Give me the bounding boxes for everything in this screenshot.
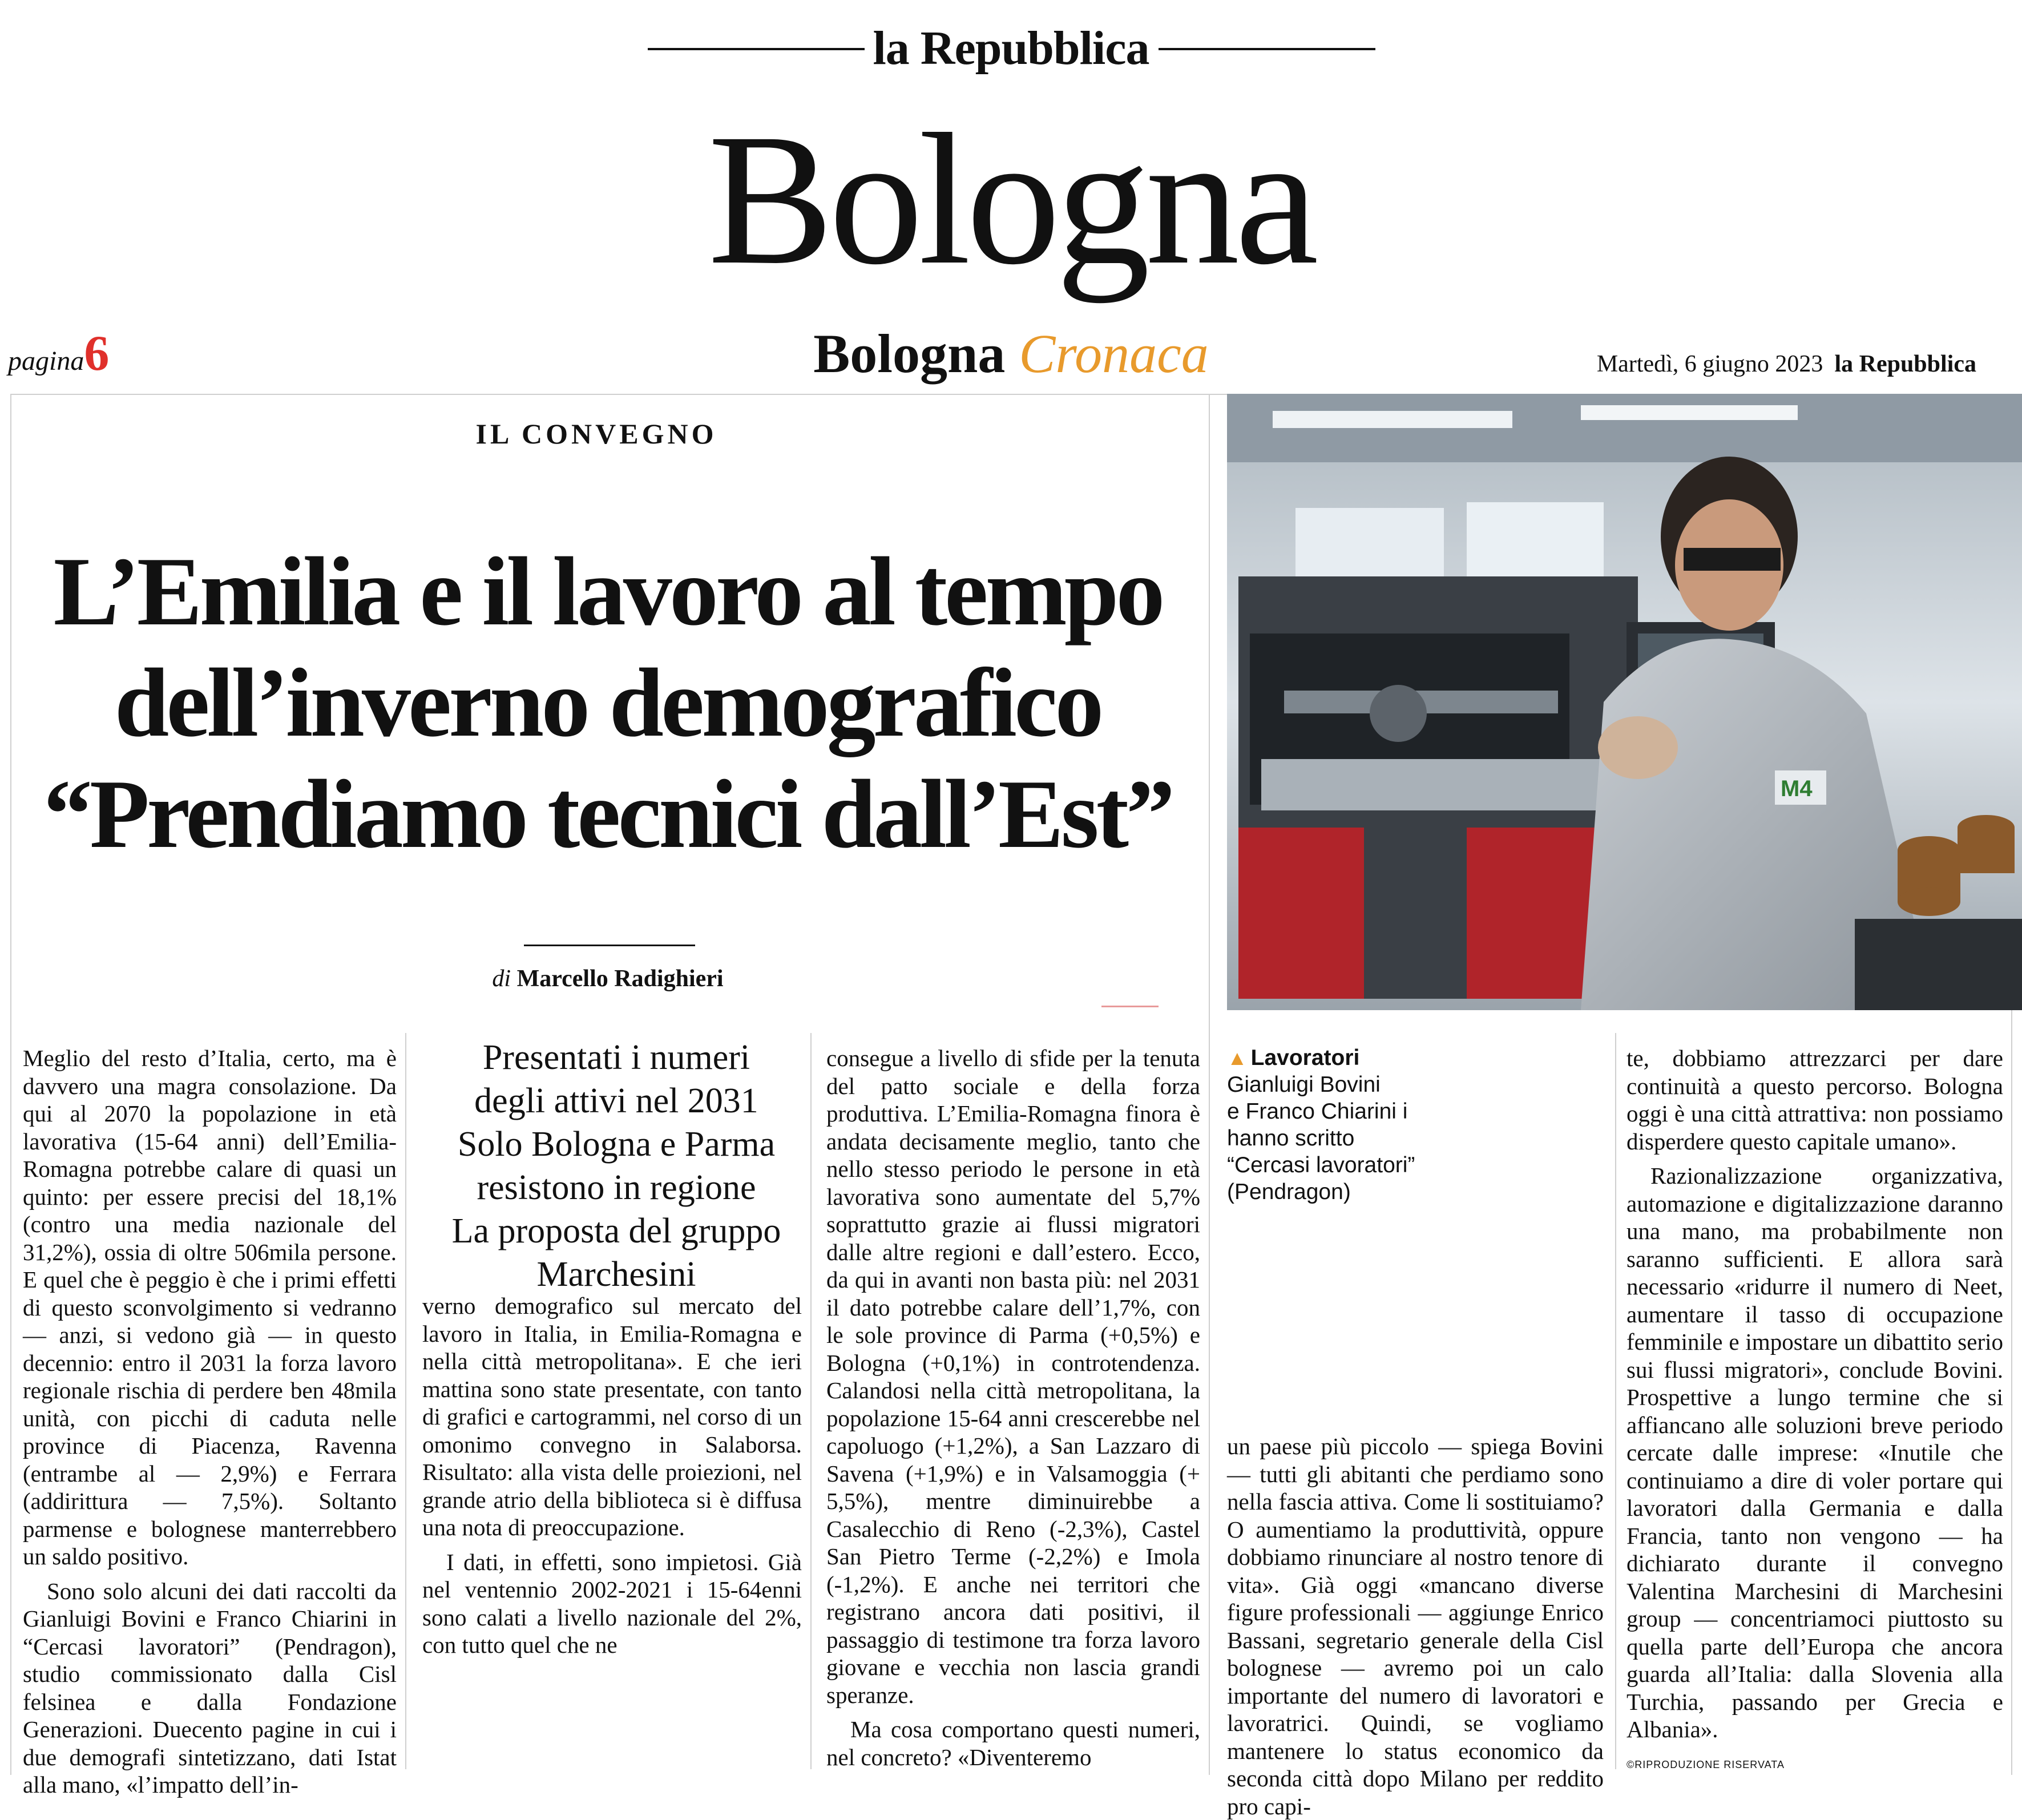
decorative-mark <box>1101 1006 1159 1007</box>
body-paragraph: verno demografico sul mercato del lavoro in Italia, in Emilia-Romagna e nella città metropolitana». E che ieri mattina sono state presentate, con tanto di grafici e cartogrammi, nel corso di un omonimo convegno in Salaborsa. Risultato: alla vista delle proiezioni, nel grande atrio della biblioteca si è diffusa una nota di preoccupazione. <box>422 1293 802 1540</box>
body-paragraph: Ma cosa comportano questi numeri, nel concreto? «Diventeremo <box>826 1716 1200 1770</box>
caption-line: Gianluigi Bovini <box>1227 1072 1381 1097</box>
article-deck <box>417 1036 816 1296</box>
body-paragraph: consegue a livello di sfide per la tenuta del patto sociale e della forza produttiva. L’Emilia-Romagna finora è andata decisamente meglio, tanto che nello stesso periodo le persone in età lavorativa sono aumentate del 5,7% soprattutto grazie ai flussi migratori dalle altre regioni e dall’estero. Ecco, da qui in avanti non basta più: nel 2031 il dato potrebbe calare dell’1,7%, con le sole province di Parma (+0,5%) e Bologna (+0,1%) in controtendenza. Calandosi nella città metropolitana, la popolazione 15-64 anni crescerebbe nel capoluogo (+1,2%), a San Lazzaro di Savena (+1,9%) e in Valsamoggia (+ 5,5%), mentre diminuirebbe a Casalecchio di Reno (-2,3%), Castel San Pietro Terme (-2,2%) e Imola (-1,2%). E anche nei territori che registrano ancora dati positivi, il passaggio di testimone tra forza lavoro giovane e vecchia non lascia grandi speranze. <box>826 1045 1200 1708</box>
headline-line: L’Emilia e il lavoro al tempo <box>53 538 1163 646</box>
body-paragraph: Meglio del resto d’Italia, certo, ma è davvero una magra consolazione. Da qui al 2070 la popolazione in età lavorativa (15-64 anni) dell’Emilia-Romagna potrebbe calare di quasi un quinto: per essere precisi del 18,1% (contro una media nazionale del 31,2%), ossia di oltre 506mila persone. E quel che è peggio è che i primi effetti di questo sconvolgimento si vedranno — anzi, si vedono già — in questo decennio: entro il 2031 la forza lavoro regionale rischia di perdere ben 48mila unità, con picchi di caduta nelle province di Piacenza, Ravenna (entrambe al — 2,9%) e Ferrara (addirittura — 7,5%). Soltanto parmense e bolognese manterrebbero un saldo positivo. <box>23 1045 397 1569</box>
deck-line: Marchesini <box>536 1255 696 1294</box>
body-column-4 <box>1227 1432 1604 1820</box>
body-column-2 <box>422 1292 802 1659</box>
deck-line: resistono in regione <box>477 1168 756 1207</box>
body-paragraph: un paese più piccolo — spiega Bovini — tutti gli abitanti che perdiamo sono nella fascia attiva. Come li sostituiamo? O aumentiamo la produttività, oppure dobbiamo rinunciare al nostro tenore di vita». Già oggi «mancano diverse figure professionali — aggiunge Enrico Bassani, segretario generale della Cisl bolognese — avremo poi un calo importante del numero di lavoratori e lavoratrici. Quindi, se vogliamo mantenere lo status economico da seconda città dopo Milano per reddito pro capi- <box>1227 1433 1604 1819</box>
photo-badge: M4 <box>1781 776 1813 801</box>
deck-line: degli attivi nel 2031 <box>474 1081 758 1120</box>
headline-line: “Prendiamo tecnici dall’Est” <box>43 760 1172 869</box>
article-headline <box>23 536 1193 870</box>
column-divider <box>10 394 11 1775</box>
dateline <box>1597 341 1976 387</box>
copyright-notice: ©RIPRODUZIONE RISERVATA <box>1627 1759 1785 1770</box>
body-column-3 <box>826 1044 1200 1771</box>
section-sub: Cronaca <box>1019 323 1209 384</box>
edition-city-title: Bologna <box>708 95 1314 304</box>
section-main: Bologna <box>813 323 1006 384</box>
body-column-5 <box>1627 1044 2003 1744</box>
byline <box>0 959 1216 999</box>
column-divider <box>1209 394 1210 1775</box>
caption-line: (Pendragon) <box>1227 1180 1351 1204</box>
photo-caption <box>1227 1044 1467 1205</box>
deck-line: Presentati i numeri <box>482 1038 750 1077</box>
caption-line: “Cercasi lavoratori” <box>1227 1153 1415 1177</box>
brand-small: la Repubblica <box>1834 351 1976 377</box>
body-column-1 <box>23 1044 397 1799</box>
deck-line: Solo Bologna e Parma <box>457 1125 776 1164</box>
triangle-icon: ▲ <box>1227 1046 1248 1070</box>
body-paragraph: te, dobbiamo attrezzarci per dare continuità a questo percorso. Bologna oggi è una città attrattiva: non possiamo disperdere questo capitale umano». <box>1627 1045 2003 1155</box>
byline-rule <box>524 945 695 946</box>
article-photo <box>1227 394 2022 1010</box>
headline-line: dell’inverno demografico <box>114 649 1101 757</box>
page-label: pagina <box>8 346 84 376</box>
column-divider <box>1615 1033 1616 1769</box>
photo-illustration <box>1227 394 2022 1010</box>
byline-author: Marcello Radighieri <box>516 966 724 992</box>
caption-title: Lavoratori <box>1250 1046 1360 1070</box>
body-paragraph: I dati, in effetti, sono impietosi. Già nel ventennio 2002-2021 i 15-64enni sono calati a livello nazionale del 2%, con tutto quel che ne <box>422 1548 802 1658</box>
byline-prefix: di <box>492 966 511 992</box>
deck-line: La proposta del gruppo <box>451 1212 781 1250</box>
body-paragraph: Razionalizzazione organizzativa, automazione e digitalizzazione daranno una mano, ma probabilmente non saranno sufficienti. E allora sarà necessario «ridurre il numero di Neet, aumentare il tasso di occupazione femminile e impostare un dibattito serio sui flussi migratori», conclude Bovini. Prospettive a lungo termine che si affiancano alle soluzioni breve periodo cercate dalle imprese: «Inutile che continuiamo a dire di voler portare qui lavoratori dalla Germania e dalla Francia, tanto non vengono — ha dichiarato durante il convegno Valentina Marchesini di Marchesini group — concentriamoci piuttosto su quella parte dell’Europa che ancora guarda all’Italia: dalla Slovenia alla Turchia, passando per Grecia e Albania». <box>1627 1163 2003 1742</box>
body-paragraph: Sono solo alcuni dei dati raccolti da Gianluigi Bovini e Franco Chiarini in “Cercasi lavoratori” (Pendragon), studio commissionato dalla Cisl felsinea e dalla Fondazione Generazioni. Duecento pagine in cui i due demografi sintetizzano, dati Istat alla mano, «l’impatto dell’in- <box>23 1577 397 1798</box>
column-divider <box>405 1033 406 1769</box>
caption-line: e Franco Chiarini i <box>1227 1099 1408 1124</box>
article-kicker: IL CONVEGNO <box>475 418 717 450</box>
issue-date: Martedì, 6 giugno 2023 <box>1596 351 1823 377</box>
page-number: 6 <box>84 326 110 381</box>
caption-line: hanno scritto <box>1227 1126 1355 1151</box>
newspaper-brand: la Repubblica <box>873 22 1149 75</box>
